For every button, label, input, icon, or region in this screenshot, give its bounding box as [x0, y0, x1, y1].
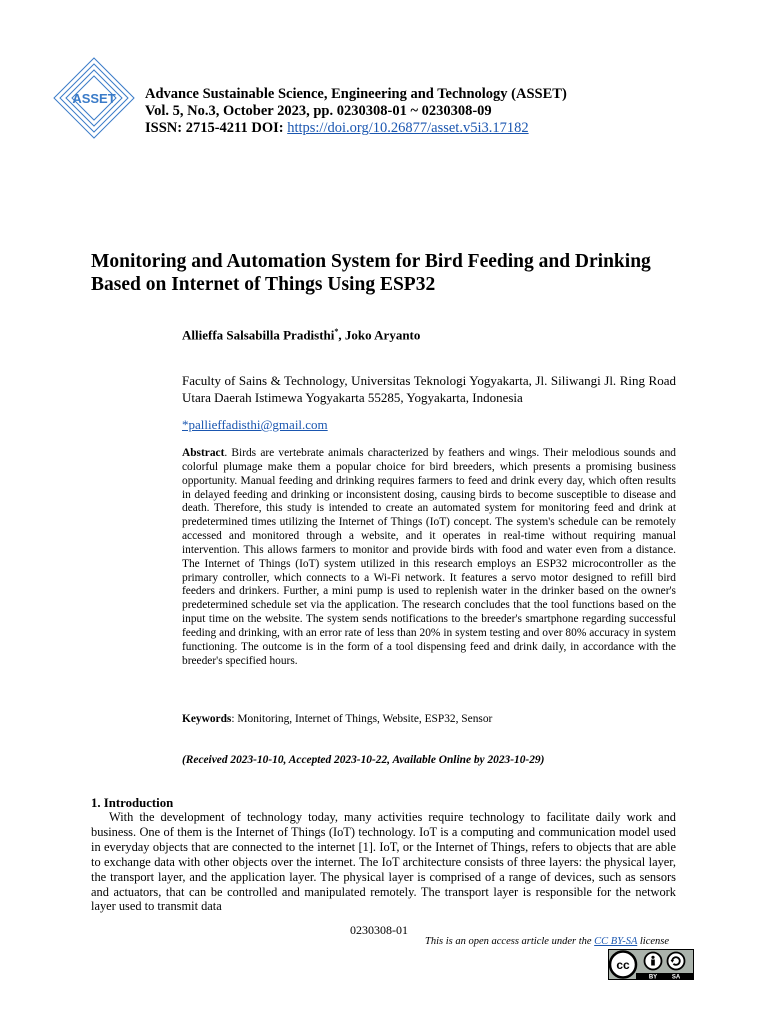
- cc-license-link[interactable]: CC BY-SA: [594, 936, 638, 947]
- authors: [182, 327, 420, 343]
- doi-link[interactable]: https://doi.org/10.26877/asset.v5i3.17182: [287, 120, 529, 136]
- badge-by-label: BY: [648, 974, 658, 980]
- license-suffix: license: [637, 936, 670, 947]
- badge-sa-label: SA: [671, 974, 681, 980]
- share-alike-icon: [668, 953, 685, 970]
- keywords: [182, 713, 492, 725]
- license-prefix: This is an open access article under the: [425, 936, 595, 947]
- abstract-text: . Birds are vertebrate animals characterized by feathers and wings. Their melodious sounds and colorful plumage make them a popular choice for bird breeders, which presents a promising business opportunity. Manual feeding and drinking requires farmers to feed and drink every day, which often results in delayed feeding and drinking or inconsistent dosing, causing birds to become susceptible to disease and death. Therefore, this study is intended to create an automated system for monitoring feed and drink at predetermined times utilizing the Internet of Things (IoT) concept. The system's schedule can be remotely accessed and monitored through a website, and it operates in real-time without requiring manual intervention. This allows farmers to monitor and provide birds with food and water even from a distance. The Internet of Things (IoT) system utilized in this research employs an ESP32 microcontroller as the primary controller, which connects to a Wi-Fi network. It features a servo motor designed to refill bird feeders and drinkers. Further, a mini pump is used to replenish water in the drinker based on the owner's predetermined schedule set via the application. The research concludes that the tool functions based on the input time on the website. The system sends notifications to the breeder's smartphone regarding successful feeding and drinking, with an error rate of less than 20% in system testing and over 80% accuracy in system functioning. The outcome is in the form of a tool dispensing feed and drink daily, in accordance with the breeder's specified hours.: [182, 447, 676, 667]
- volume-line: Vol. 5, No.3, October 2023, pp. 0230308-01 ~ 0230308-09: [145, 103, 492, 119]
- author-2: , Joko Aryanto: [338, 327, 421, 343]
- keywords-text: : Monitoring, Internet of Things, Website, ESP32, Sensor: [231, 713, 493, 725]
- email-link[interactable]: *pallieffadisthi@gmail.com: [182, 417, 328, 432]
- intro-text: With the development of technology today, many activities require technology to facilitate daily work and business. One of them is the Internet of Things (IoT) technology. IoT is a computing and communication model used in everyday objects that are connected to the internet [1]. IoT, or the Internet of Things, refers to objects that are able to exchange data with other objects over the internet. The IoT architecture consists of three layers: the physical layer, the transport layer, and the application layer. The physical layer is comprised of a range of devices, such as sensors and actuators, that can be controlled and manipulated remotely. The transport layer is responsible for the network layer used to transmit data: [91, 810, 676, 914]
- affiliation: Faculty of Sains & Technology, Universitas Teknologi Yogyakarta, Jl. Siliwangi Jl. Ring Road Utara Daerah Istimewa Yogyakarta 55285, Yogyakarta, Indonesia: [182, 373, 676, 405]
- corresponding-mark: *: [334, 327, 339, 336]
- license-note: [425, 936, 669, 947]
- issn-prefix: ISSN: 2715-4211 DOI:: [145, 120, 288, 136]
- intro-heading: 1. Introduction: [91, 796, 174, 810]
- author-1: Allieffa Salsabilla Pradisthi: [182, 327, 335, 343]
- received-dates: (Received 2023-10-10, Accepted 2023-10-22, Available Online by 2023-10-29): [182, 754, 545, 766]
- keywords-label: Keywords: [182, 713, 232, 725]
- abstract-label: Abstract: [182, 447, 225, 459]
- abstract: [182, 447, 676, 669]
- by-person-icon: [645, 953, 662, 970]
- journal-header: [145, 86, 567, 137]
- logo-text: ASSET: [72, 91, 116, 106]
- journal-name: Advance Sustainable Science, Engineering and Technology (ASSET): [145, 86, 567, 102]
- cc-icon: [610, 952, 636, 978]
- cc-by-sa-badge[interactable]: [608, 949, 694, 980]
- issn-doi-line: [145, 120, 567, 137]
- page-number: 0230308-01: [350, 923, 408, 937]
- svg-text:cc: cc: [616, 958, 630, 972]
- asset-logo: [52, 56, 136, 140]
- paper-title: Monitoring and Automation System for Bird Feeding and Drinking Based on Internet of Things Using ESP32: [91, 251, 651, 295]
